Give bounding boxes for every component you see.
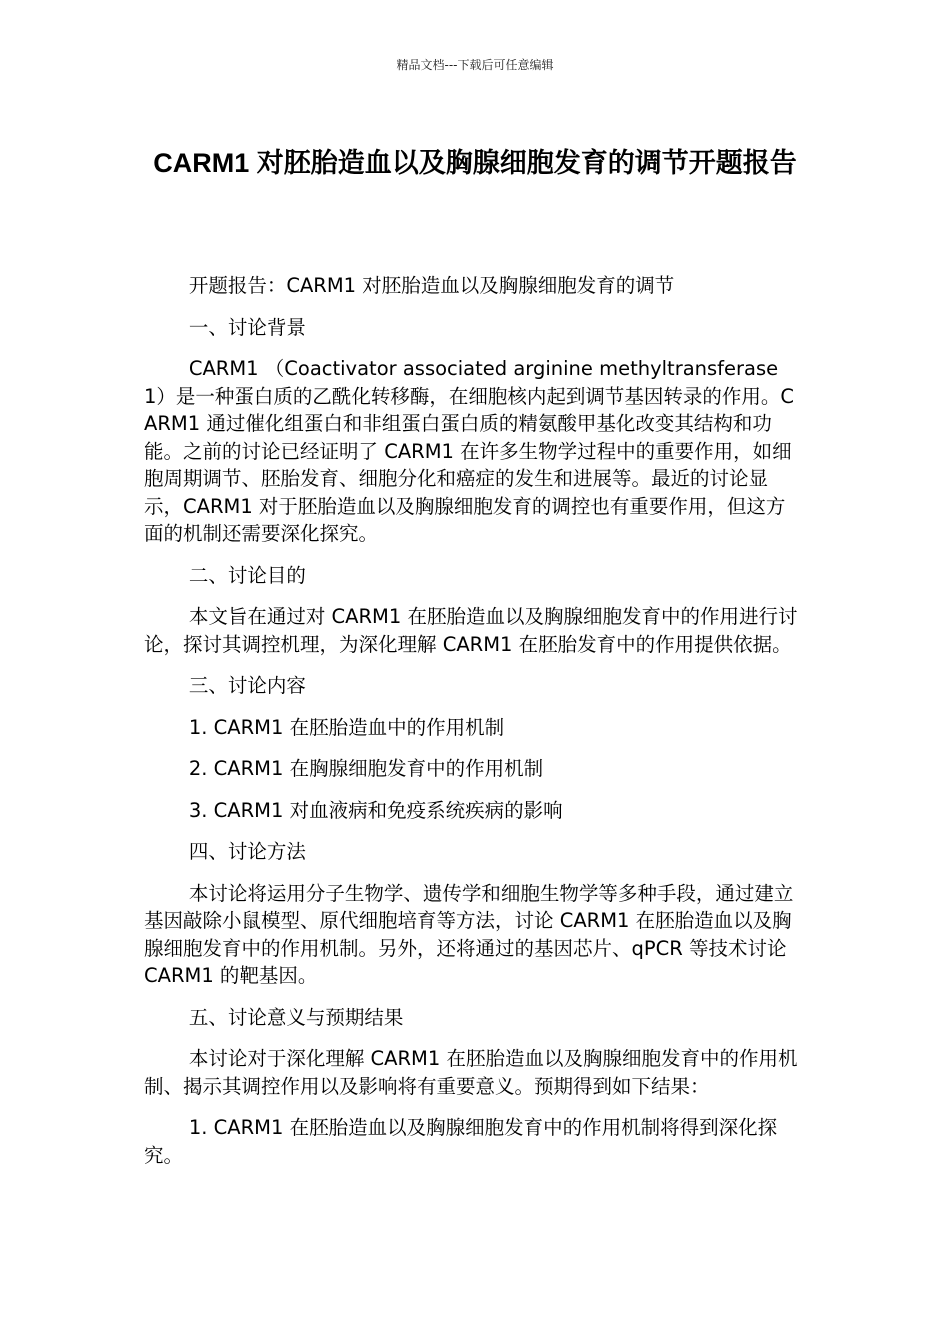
section-heading-methods: 四、讨论方法 — [188, 840, 306, 863]
section-heading-purpose: 二、讨论目的 — [188, 563, 306, 587]
document-body — [144, 272, 804, 1183]
section-heading-background: 一、讨论背景 — [188, 315, 306, 339]
expected-result-1: 1. CARM1 在胚胎造血以及胸腺细胞发育中的作用机制将得到深化探究。 — [144, 1116, 778, 1167]
content-item-2: 2. CARM1 在胸腺细胞发育中的作用机制 — [188, 757, 544, 780]
content-item-3: 3. CARM1 对血液病和免疫系统疾病的影响 — [188, 798, 563, 822]
document-title: CARM1 对胚胎造血以及胸腺细胞发育的调节开题报告 — [153, 148, 797, 178]
methods-paragraph: 本讨论将运用分子生物学、遗传学和细胞生物学等多种手段，通过建立基因敲除小鼠模型、原代细胞培育等方法，讨论 CARM1 在胚胎造血以及胸腺细胞发育中的作用机制。另外，还将通过的基因芯片、qPCR 等技术讨论 CARM1 的靶基因。 — [144, 881, 794, 987]
purpose-paragraph: 本文旨在通过对 CARM1 在胚胎造血以及胸腺细胞发育中的作用进行讨论，探讨其调控机理，为深化理解 CARM1 在胚胎发育中的作用提供依据。 — [144, 605, 798, 656]
section-heading-significance: 五、讨论意义与预期结果 — [188, 1005, 404, 1029]
header-note: 精品文档---下载后可任意编辑 — [396, 58, 554, 72]
section-heading-content: 三、讨论内容 — [188, 674, 306, 697]
content-item-1: 1. CARM1 在胚胎造血中的作用机制 — [188, 715, 505, 739]
significance-paragraph: 本讨论对于深化理解 CARM1 在胚胎造血以及胸腺细胞发育中的作用机制、揭示其调控作用以及影响将有重要意义。预期得到如下结果： — [144, 1047, 798, 1098]
background-paragraph: CARM1 （Coactivator associated arginine methyltransferase 1）是一种蛋白质的乙酰化转移酶，在细胞核内起到调节基因转录的作用。CARM1 通过催化组蛋白和非组蛋白蛋白质的精氨酸甲基化改变其结构和功能。之前的讨论已经证明了 CARM1 在许多生物学过程中的重要作用，如细胞周期调节、胚胎发育、细胞分化和癌症的发生和进展等。最近的讨论显示，CARM1 对于胚胎造血以及胸腺细胞发育的调控也有重要作用，但这方面的机制还需要深化探究。 — [144, 357, 795, 545]
report-subject-line: 开题报告：CARM1 对胚胎造血以及胸腺细胞发育的调节 — [188, 274, 675, 297]
